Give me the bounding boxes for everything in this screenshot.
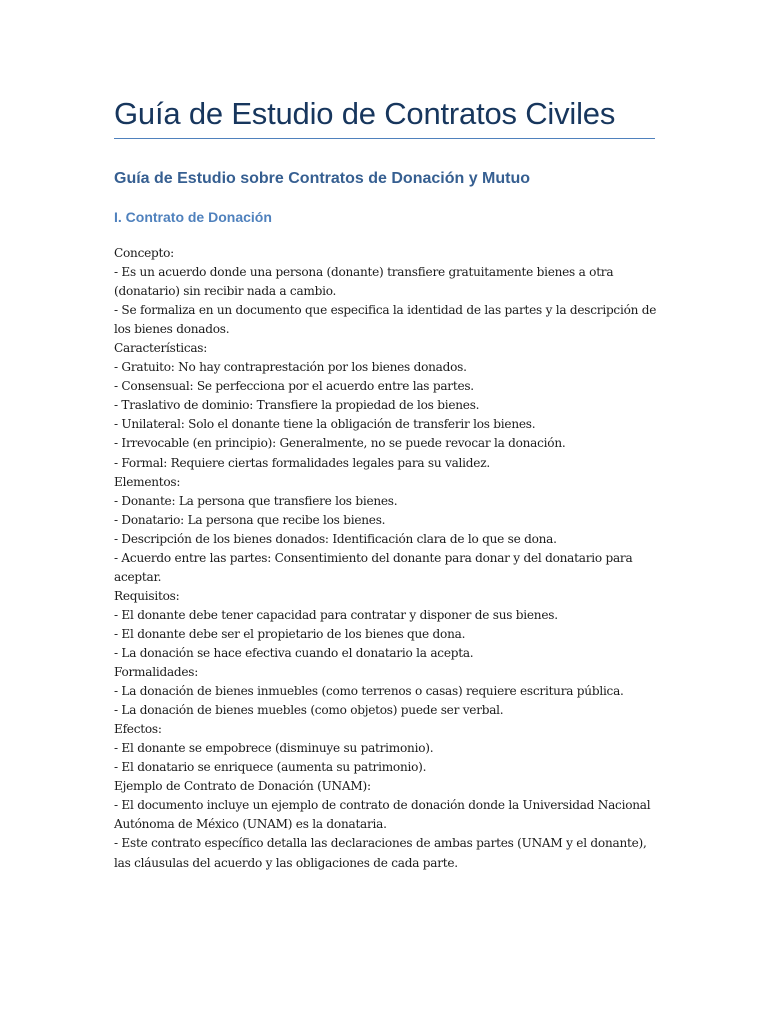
body-line: Autónoma de México (UNAM) es la donataria. bbox=[114, 817, 387, 832]
document-title: Guía de Estudio de Contratos Civiles bbox=[114, 96, 616, 131]
body-line: - Traslativo de dominio: Transfiere la propiedad de los bienes. bbox=[114, 398, 480, 413]
body-line: - El donante se empobrece (disminuye su patrimonio). bbox=[114, 741, 434, 756]
body-line: - El donatario se enriquece (aumenta su patrimonio). bbox=[114, 760, 427, 775]
body-text bbox=[114, 244, 655, 873]
body-line: - Formal: Requiere ciertas formalidades legales para su validez. bbox=[114, 455, 490, 470]
body-line: - Acuerdo entre las partes: Consentimiento del donante para donar y del donatario para bbox=[114, 550, 633, 565]
body-line: Elementos: bbox=[114, 474, 181, 489]
body-line: - La donación de bienes muebles (como objetos) puede ser verbal. bbox=[114, 703, 504, 718]
body-line: - Donatario: La persona que recibe los bienes. bbox=[114, 512, 386, 527]
title-divider bbox=[114, 138, 655, 139]
body-line: - Gratuito: No hay contraprestación por los bienes donados. bbox=[114, 360, 467, 375]
body-line: las cláusulas del acuerdo y las obligaciones de cada parte. bbox=[114, 855, 458, 870]
body-line: - La donación de bienes inmuebles (como terrenos o casas) requiere escritura pública. bbox=[114, 684, 624, 699]
body-line: - Consensual: Se perfecciona por el acuerdo entre las partes. bbox=[114, 379, 474, 394]
body-line: - La donación se hace efectiva cuando el donatario la acepta. bbox=[114, 645, 474, 660]
body-line: aceptar. bbox=[114, 569, 162, 584]
body-line: - El donante debe tener capacidad para contratar y disponer de sus bienes. bbox=[114, 607, 558, 622]
body-line: Efectos: bbox=[114, 722, 162, 737]
body-line: - El donante debe ser el propietario de los bienes que dona. bbox=[114, 626, 466, 641]
body-line: - Unilateral: Solo el donante tiene la obligación de transferir los bienes. bbox=[114, 417, 536, 432]
body-line: Requisitos: bbox=[114, 588, 180, 603]
body-line: - Irrevocable (en principio): Generalmente, no se puede revocar la donación. bbox=[114, 436, 566, 451]
section-heading: Guía de Estudio sobre Contratos de Donación y Mutuo bbox=[114, 170, 531, 187]
subsection-heading: I. Contrato de Donación bbox=[114, 209, 272, 225]
body-line: Ejemplo de Contrato de Donación (UNAM): bbox=[114, 779, 371, 794]
body-line: Concepto: bbox=[114, 246, 174, 260]
body-line: - El documento incluye un ejemplo de contrato de donación donde la Universidad Nacional bbox=[114, 798, 651, 813]
body-line: - Descripción de los bienes donados: Identificación clara de lo que se dona. bbox=[114, 531, 557, 546]
body-line: (donatario) sin recibir nada a cambio. bbox=[114, 284, 337, 299]
body-line: los bienes donados. bbox=[114, 322, 230, 337]
body-line: - Es un acuerdo donde una persona (donante) transfiere gratuitamente bienes a otra bbox=[114, 265, 614, 280]
body-line: - Se formaliza en un documento que especifica la identidad de las partes y la descripción de bbox=[114, 303, 657, 318]
body-line: - Donante: La persona que transfiere los bienes. bbox=[114, 493, 398, 508]
body-line: - Este contrato específico detalla las declaraciones de ambas partes (UNAM y el donante), bbox=[114, 836, 647, 851]
body-line: Características: bbox=[114, 341, 208, 356]
body-line: Formalidades: bbox=[114, 665, 199, 680]
